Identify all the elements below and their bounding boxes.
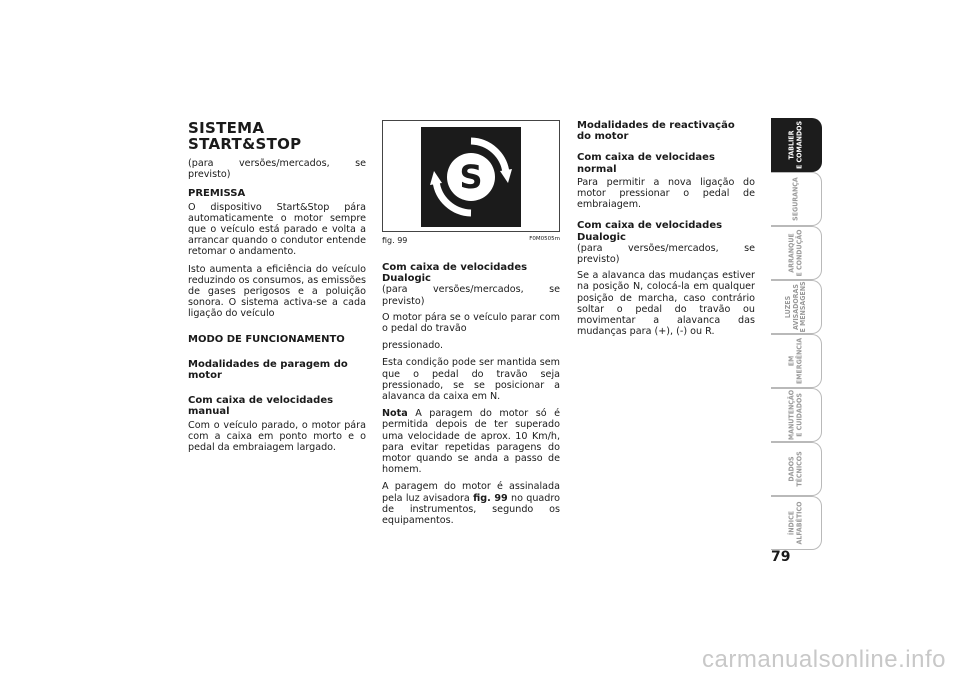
tab-dados-tecnicos[interactable]	[771, 442, 822, 496]
dualogic-paragraph-1: O motor pára se o veículo parar com o pedal do travão	[382, 311, 560, 335]
tab-label: DADOS TÉCNICOS	[787, 451, 803, 487]
paragem-heading: Modalidades de paragem do motor	[188, 358, 348, 382]
dualogic-restart-heading-line1: Com caixa de velocidades	[577, 220, 723, 232]
dualogic-restart-paragraph: Se a alavanca das mudanças estiver na posição N, colocá-la em qualquer posição de marcha, caso contrário soltar o pedal do travão ou movimentar a alavanca das mudanças para (+), (-) ou R.	[577, 270, 755, 338]
dualogic-paragraph-2: pressionado.	[382, 340, 444, 352]
dualogic-restart-subtitle: (para versões/mercados, se previsto)	[577, 242, 755, 266]
dualogic-heading-line1: Com caixa de velocidades	[382, 262, 528, 273]
tab-label: SEGURANÇA	[791, 177, 800, 221]
reactivation-heading-line2: do motor	[577, 131, 629, 143]
column-left	[188, 120, 366, 459]
figure-reference: fig. 99	[473, 492, 508, 504]
premissa-paragraph-1: O dispositivo Start&Stop pára automaticamente o motor sempre que o veículo está parado e volta a arrancar quando o condutor entende retomar o andamento.	[188, 201, 366, 258]
tab-em-emergencia[interactable]	[771, 334, 822, 388]
tab-seguranca[interactable]	[771, 172, 822, 226]
tab-luzes-avisadoras[interactable]	[771, 280, 822, 334]
footer-watermark: carmanualsonline.info	[702, 646, 946, 673]
manual-paragraph: Com o veículo parado, o motor pára com a caixa em ponto morto e o pedal da embraiagem largado.	[188, 419, 366, 454]
start-stop-icon	[421, 127, 521, 227]
indicator-text-a: A paragem do motor é assinalada pela luz avisadora	[382, 481, 560, 504]
dualogic-paragraph-3: Esta condição pode ser mantida sem que o pedal do travão seja pressionado, se se posicionar a alavanca da caixa em N.	[382, 357, 560, 403]
normal-gearbox-heading: Com caixa de velocidaes normal	[577, 152, 715, 175]
nota-paragraph	[382, 408, 560, 475]
section-subtitle: (para versões/mercados, se previsto)	[188, 158, 366, 181]
tab-tablier-e-comandos[interactable]	[771, 118, 822, 172]
tab-label: ÍNDICE ALFABÉTICO	[787, 501, 803, 545]
tab-label: TABLIER E COMANDOS	[787, 121, 803, 169]
column-middle	[382, 262, 560, 532]
dualogic-heading-line2: Dualogic	[382, 273, 431, 285]
tab-label: ARRANQUE E CONDUÇÃO	[787, 229, 803, 277]
nota-text: A paragem do motor só é permitida depois de ter superado uma velocidade de aprox. 10 Km/h, para evitar repetidas paragens do motor quando se anda a passo de homem.	[382, 408, 560, 476]
dualogic-restart-heading-line2: Dualogic	[577, 231, 626, 243]
section-title: SISTEMA START&STOP	[188, 119, 302, 153]
figure-label: fig. 99	[382, 236, 408, 245]
normal-gearbox-paragraph: Para permitir a nova ligação do motor pressionar o pedal de embraiagem.	[577, 176, 755, 211]
figure-99	[382, 120, 560, 232]
figure-caption	[382, 236, 560, 245]
indicator-text-b: no quadro de instrumentos, segundo os equipamentos.	[382, 492, 560, 527]
tab-manutencao-e-cuidados[interactable]	[771, 388, 822, 442]
tab-label: MANUTENÇÃO E CUIDADOS	[787, 389, 803, 441]
column-right	[577, 120, 755, 343]
premissa-heading: PREMISSA	[188, 188, 246, 200]
dualogic-subtitle: (para versões/mercados, se previsto)	[382, 284, 560, 307]
modo-heading: MODO DE FUNCIONAMENTO	[188, 333, 345, 345]
figure-code: F0M0505m	[529, 236, 560, 242]
tab-arranque-e-conducao[interactable]	[771, 226, 822, 280]
tab-label: EM EMERGÊNCIA	[787, 337, 803, 385]
page-number: 79	[771, 549, 791, 565]
tab-label: LUZES AVISADORAS E MENSAGENS	[783, 281, 807, 333]
tab-indice-alfabetico[interactable]	[771, 496, 822, 550]
indicator-paragraph	[382, 481, 560, 526]
premissa-paragraph-2: Isto aumenta a eficiência do veículo reduzindo os consumos, as emissões de gases perigosos e a poluição sonora. O sistema activa-se a cada ligação do veículo	[188, 263, 366, 320]
manual-heading: Com caixa de velocidades manual	[188, 395, 334, 418]
reactivation-heading-line1: Modalidades de reactivação	[577, 120, 735, 131]
icon-letter: S	[459, 158, 483, 196]
nota-label: Nota	[382, 408, 408, 420]
